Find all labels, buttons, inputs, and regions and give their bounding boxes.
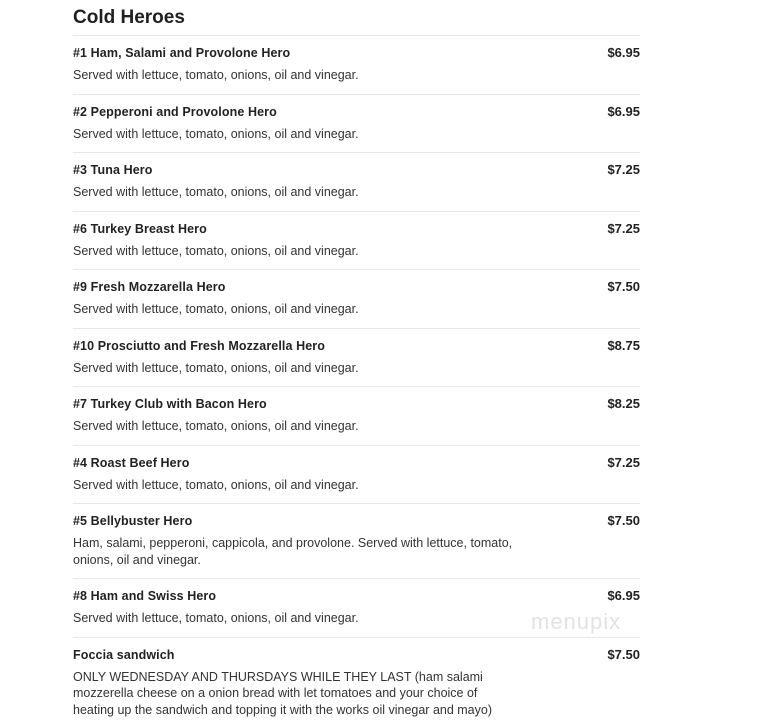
menu-item[interactable] <box>73 504 640 579</box>
menu-item-name: #10 Prosciutto and Fresh Mozzarella Hero <box>73 338 325 354</box>
menu-item[interactable] <box>73 329 640 388</box>
menu-item-header <box>73 513 640 529</box>
menu-item-price: $7.50 <box>607 279 640 295</box>
menu-item-description: Served with lettuce, tomato, onions, oil and vinegar. <box>73 67 518 84</box>
menu-item-price: $7.25 <box>607 162 640 178</box>
menu-item-price: $7.50 <box>607 513 640 529</box>
menu-item-price: $6.95 <box>607 588 640 604</box>
menu-item-header <box>73 162 640 178</box>
menu-item-description: Served with lettuce, tomato, onions, oil and vinegar. <box>73 126 518 143</box>
menu-item[interactable] <box>73 387 640 446</box>
menu-item-description: Served with lettuce, tomato, onions, oil and vinegar. <box>73 477 518 494</box>
menu-item-name: #6 Turkey Breast Hero <box>73 221 207 237</box>
section-title: Cold Heroes <box>73 0 640 35</box>
menu-item[interactable] <box>73 446 640 505</box>
menu-item-name: #2 Pepperoni and Provolone Hero <box>73 104 277 120</box>
menu-item-name: Foccia sandwich <box>73 647 175 663</box>
menu-item-price: $8.75 <box>607 338 640 354</box>
menu-item-header <box>73 104 640 120</box>
menu-item-description: ONLY WEDNESDAY AND THURSDAYS WHILE THEY LAST (ham salami mozzerella cheese on a onion bread with let tomatoes and your choice of heating up the sandwich and topping it with the works oil vinegar and mayo) <box>73 669 518 719</box>
menu-item-header <box>73 647 640 663</box>
menu-item-price: $6.95 <box>607 104 640 120</box>
menu-item-description: Served with lettuce, tomato, onions, oil and vinegar. <box>73 301 518 318</box>
menu-item-price: $7.25 <box>607 221 640 237</box>
menu-item[interactable] <box>73 95 640 154</box>
watermark-logo: menupix <box>531 609 621 635</box>
menu-item-header <box>73 396 640 412</box>
menu-item-price: $8.25 <box>607 396 640 412</box>
menu-item-name: #3 Tuna Hero <box>73 162 152 178</box>
menu-item-name: #9 Fresh Mozzarella Hero <box>73 279 225 295</box>
menu-item-name: #7 Turkey Club with Bacon Hero <box>73 396 267 412</box>
menu-item-price: $6.95 <box>607 45 640 61</box>
menu-item-name: #5 Bellybuster Hero <box>73 513 192 529</box>
menu-item-description: Served with lettuce, tomato, onions, oil and vinegar. <box>73 184 518 201</box>
menu-item-header <box>73 455 640 471</box>
menu-item-header <box>73 588 640 604</box>
menu-item[interactable] <box>73 638 640 728</box>
menu-item[interactable] <box>73 212 640 271</box>
menu-item-description: Served with lettuce, tomato, onions, oil and vinegar. <box>73 360 518 377</box>
menu-item[interactable] <box>73 153 640 212</box>
menu-item-name: #8 Ham and Swiss Hero <box>73 588 216 604</box>
menu-item-header <box>73 45 640 61</box>
menu-item-header <box>73 279 640 295</box>
menu-item-name: #1 Ham, Salami and Provolone Hero <box>73 45 290 61</box>
menu-item[interactable] <box>73 36 640 95</box>
menu-item-header <box>73 221 640 237</box>
menu-item-price: $7.25 <box>607 455 640 471</box>
menu-item-description: Served with lettuce, tomato, onions, oil and vinegar. <box>73 610 518 627</box>
menu-item[interactable] <box>73 270 640 329</box>
menu-item-name: #4 Roast Beef Hero <box>73 455 189 471</box>
menu-item-price: $7.50 <box>607 647 640 663</box>
menu-item-header <box>73 338 640 354</box>
menu-item-description: Served with lettuce, tomato, onions, oil and vinegar. <box>73 243 518 260</box>
menu-item-description: Ham, salami, pepperoni, cappicola, and provolone. Served with lettuce, tomato, onions, oil and vinegar. <box>73 535 518 568</box>
menu-item-description: Served with lettuce, tomato, onions, oil and vinegar. <box>73 418 518 435</box>
